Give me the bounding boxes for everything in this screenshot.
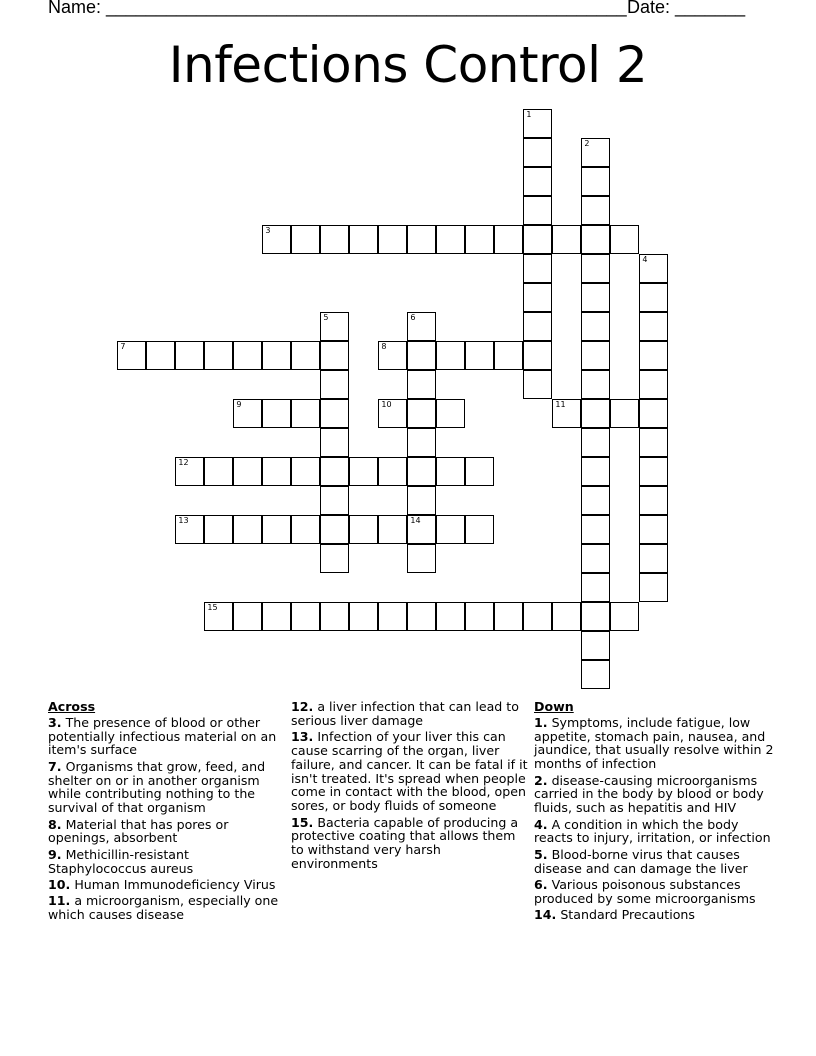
clue-down-4: 4. A condition in which the body reacts to injury, irritation, or infection xyxy=(534,816,771,846)
clue-across-10: 10. Human Immunodeficiency Virus xyxy=(48,876,276,892)
grid-cell[interactable] xyxy=(146,341,175,370)
grid-cell[interactable] xyxy=(639,312,668,341)
clue-number: 1 xyxy=(526,110,532,120)
grid-cell[interactable] xyxy=(204,602,233,631)
grid-cell[interactable] xyxy=(407,457,436,486)
clue-across-12: 12. a liver infection that can lead to serious liver damage xyxy=(291,699,519,728)
grid-cell[interactable] xyxy=(262,515,291,544)
grid-cell[interactable] xyxy=(581,544,610,573)
grid-cell[interactable] xyxy=(581,428,610,457)
clue-number: 12 xyxy=(178,458,189,468)
grid-cell[interactable] xyxy=(291,602,320,631)
grid-cell[interactable] xyxy=(349,457,378,486)
clue-across-11: 11. a microorganism, especially one which causes disease xyxy=(48,893,279,923)
grid-cell[interactable] xyxy=(581,138,610,167)
grid-cell[interactable] xyxy=(581,283,610,312)
grid-cell[interactable] xyxy=(639,254,668,283)
clue-number: 7 xyxy=(120,342,126,352)
grid-cell[interactable] xyxy=(436,341,465,370)
clue-number: 13 xyxy=(178,516,189,526)
date-field: Date: _______ xyxy=(627,0,746,17)
grid-cell[interactable] xyxy=(320,486,349,515)
grid-cell[interactable] xyxy=(523,602,552,631)
grid-cell[interactable] xyxy=(204,515,233,544)
grid-cell[interactable] xyxy=(262,225,291,254)
grid-cell[interactable] xyxy=(233,515,262,544)
grid-cell[interactable] xyxy=(610,399,639,428)
grid-cell[interactable] xyxy=(436,602,465,631)
grid-cell[interactable] xyxy=(407,341,436,370)
grid-cell[interactable] xyxy=(320,602,349,631)
clue-across-9: 9. Methicillin-resistant Staphylococcus aureus xyxy=(48,846,194,876)
grid-cell[interactable] xyxy=(349,515,378,544)
grid-cell[interactable] xyxy=(581,631,610,660)
grid-cell[interactable] xyxy=(291,515,320,544)
grid-cell[interactable] xyxy=(320,544,349,573)
grid-cell[interactable] xyxy=(581,341,610,370)
clue-number: 14 xyxy=(410,516,421,526)
grid-cell[interactable] xyxy=(523,225,552,254)
grid-cell[interactable] xyxy=(581,167,610,196)
grid-cell[interactable] xyxy=(552,225,581,254)
grid-cell[interactable] xyxy=(436,225,465,254)
clue-number: 4 xyxy=(642,255,648,265)
across-heading: Across xyxy=(48,699,96,714)
grid-cell[interactable] xyxy=(233,341,262,370)
grid-cell[interactable] xyxy=(552,602,581,631)
down-heading: Down xyxy=(534,699,574,714)
grid-cell[interactable] xyxy=(291,341,320,370)
grid-cell[interactable] xyxy=(581,312,610,341)
clue-across-8: 8. Material that has pores or openings, absorbent xyxy=(48,816,229,846)
grid-cell[interactable] xyxy=(581,486,610,515)
grid-cell[interactable] xyxy=(465,457,494,486)
grid-cell[interactable] xyxy=(436,399,465,428)
grid-cell[interactable] xyxy=(175,341,204,370)
grid-cell[interactable] xyxy=(320,341,349,370)
grid-cell[interactable] xyxy=(407,428,436,457)
grid-cell[interactable] xyxy=(523,312,552,341)
grid-cell[interactable] xyxy=(378,225,407,254)
grid-cell[interactable] xyxy=(349,225,378,254)
grid-cell[interactable] xyxy=(320,457,349,486)
grid-cell[interactable] xyxy=(465,225,494,254)
grid-cell[interactable] xyxy=(639,283,668,312)
grid-cell[interactable] xyxy=(204,341,233,370)
page-title: Infections Control 2 xyxy=(168,36,648,94)
grid-cell[interactable] xyxy=(523,254,552,283)
grid-cell[interactable] xyxy=(436,457,465,486)
grid-cell[interactable] xyxy=(320,428,349,457)
grid-cell[interactable] xyxy=(639,515,668,544)
grid-cell[interactable] xyxy=(610,602,639,631)
grid-cell[interactable] xyxy=(175,457,204,486)
grid-cell[interactable] xyxy=(523,138,552,167)
grid-cell[interactable] xyxy=(320,225,349,254)
clue-across-3: 3. The presence of blood or other potentially infectious material on an item's surface xyxy=(48,714,277,758)
grid-cell[interactable] xyxy=(262,399,291,428)
grid-cell[interactable] xyxy=(407,399,436,428)
grid-cell[interactable] xyxy=(639,486,668,515)
clues-column-left xyxy=(48,700,283,925)
grid-cell[interactable] xyxy=(262,457,291,486)
clue-down-1: 1. Symptoms, include fatigue, low appetite, stomach pain, nausea, and jaundice, that usually resolve within 2 months of infection xyxy=(534,714,774,772)
grid-cell[interactable] xyxy=(581,370,610,399)
clue-number: 15 xyxy=(207,603,218,613)
grid-cell[interactable] xyxy=(494,341,523,370)
grid-cell[interactable] xyxy=(639,544,668,573)
clue-number: 8 xyxy=(381,342,387,352)
grid-cell[interactable] xyxy=(407,486,436,515)
grid-cell[interactable] xyxy=(407,544,436,573)
grid-cell[interactable] xyxy=(494,225,523,254)
grid-cell[interactable] xyxy=(581,225,610,254)
clue-number: 3 xyxy=(265,226,271,236)
clue-number: 9 xyxy=(236,400,242,410)
grid-cell[interactable] xyxy=(523,283,552,312)
clue-number: 6 xyxy=(410,313,416,323)
clue-down-5: 5. Blood-borne virus that causes disease and can damage the liver xyxy=(534,846,748,876)
grid-cell[interactable] xyxy=(494,602,523,631)
grid-cell[interactable] xyxy=(581,399,610,428)
grid-cell[interactable] xyxy=(523,341,552,370)
grid-cell[interactable] xyxy=(407,225,436,254)
grid-cell[interactable] xyxy=(581,457,610,486)
grid-cell[interactable] xyxy=(291,225,320,254)
clues-column-right xyxy=(534,700,774,925)
grid-cell[interactable] xyxy=(407,312,436,341)
grid-cell[interactable] xyxy=(175,515,204,544)
grid-cell[interactable] xyxy=(378,341,407,370)
grid-cell[interactable] xyxy=(581,602,610,631)
clue-across-13: 13. Infection of your liver this can cause scarring of the organ, liver failure, and cancer. It can be fatal if it isn't treated. It's spread when people come in contact with the blood, open sores, or body fluids of someone xyxy=(291,729,528,814)
grid-cell[interactable] xyxy=(407,370,436,399)
grid-cell[interactable] xyxy=(436,515,465,544)
grid-cell[interactable] xyxy=(233,457,262,486)
grid-cell[interactable] xyxy=(639,370,668,399)
grid-cell[interactable] xyxy=(610,225,639,254)
name-field: Name: ____________________________________________________ xyxy=(48,0,627,17)
grid-cell[interactable] xyxy=(378,515,407,544)
grid-cell[interactable] xyxy=(465,341,494,370)
grid-cell[interactable] xyxy=(523,167,552,196)
grid-cell[interactable] xyxy=(552,399,581,428)
grid-cell[interactable] xyxy=(581,254,610,283)
clue-across-15: 15. Bacteria capable of producing a protective coating that allows them to withstand very harsh environments xyxy=(291,814,519,871)
grid-cell[interactable] xyxy=(523,196,552,225)
grid-cell[interactable] xyxy=(233,602,262,631)
grid-cell[interactable] xyxy=(204,457,233,486)
grid-cell[interactable] xyxy=(523,370,552,399)
grid-cell[interactable] xyxy=(320,312,349,341)
clue-number: 11 xyxy=(555,400,566,410)
grid-cell[interactable] xyxy=(465,602,494,631)
grid-cell[interactable] xyxy=(639,573,668,602)
grid-cell[interactable] xyxy=(639,399,668,428)
grid-cell[interactable] xyxy=(639,428,668,457)
grid-cell[interactable] xyxy=(581,196,610,225)
clue-down-6: 6. Various poisonous substances produced by some microorganisms xyxy=(534,876,756,906)
grid-cell[interactable] xyxy=(581,515,610,544)
clue-down-2: 2. disease-causing microorganisms carried in the body by blood or body fluids, such as hepatitis and HIV xyxy=(534,772,764,816)
grid-cell[interactable] xyxy=(581,573,610,602)
grid-cell[interactable] xyxy=(378,602,407,631)
grid-cell[interactable] xyxy=(639,341,668,370)
clue-number: 10 xyxy=(381,400,392,410)
grid-cell[interactable] xyxy=(349,602,378,631)
grid-cell[interactable] xyxy=(465,515,494,544)
grid-cell[interactable] xyxy=(291,457,320,486)
grid-cell[interactable] xyxy=(378,457,407,486)
grid-cell[interactable] xyxy=(378,399,407,428)
grid-cell[interactable] xyxy=(262,602,291,631)
grid-cell[interactable] xyxy=(117,341,146,370)
grid-cell[interactable] xyxy=(407,602,436,631)
clue-number: 5 xyxy=(323,313,329,323)
grid-cell[interactable] xyxy=(639,457,668,486)
clue-number: 2 xyxy=(584,139,590,149)
clue-across-7: 7. Organisms that grow, feed, and shelter on or in another organism while contributing nothing to the survival of that organism xyxy=(48,758,266,816)
grid-cell[interactable] xyxy=(581,660,610,689)
grid-cell[interactable] xyxy=(233,399,262,428)
grid-cell[interactable] xyxy=(262,341,291,370)
clue-down-14: 14. Standard Precautions xyxy=(534,907,695,923)
grid-cell[interactable] xyxy=(407,515,436,544)
grid-cell[interactable] xyxy=(320,370,349,399)
grid-cell[interactable] xyxy=(320,515,349,544)
grid-cell[interactable] xyxy=(320,399,349,428)
clues-column-middle xyxy=(291,700,529,873)
grid-cell[interactable] xyxy=(291,399,320,428)
grid-cell[interactable] xyxy=(523,109,552,138)
